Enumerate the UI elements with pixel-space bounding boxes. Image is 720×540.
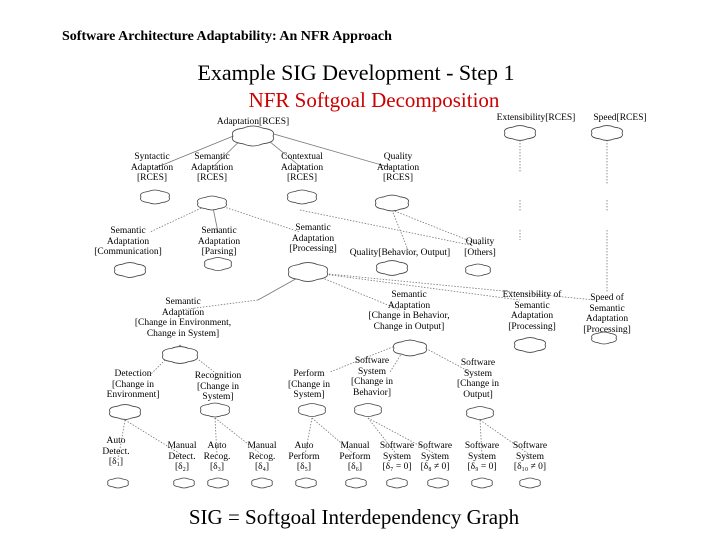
sig-node-auto-recog: Auto Recog. [δ₃] xyxy=(203,441,231,472)
sig-node-speed-sem: Speed of Semantic Adaptation [Processing] xyxy=(583,293,631,335)
softgoal-cloud-icon xyxy=(515,338,546,353)
sig-node-detection: Detection [Change in Environment] xyxy=(106,369,160,400)
slide-subtitle: NFR Softgoal Decomposition xyxy=(248,88,500,112)
softgoal-cloud-icon xyxy=(205,258,232,271)
softgoal-cloud-icon xyxy=(110,405,141,420)
softgoal-cloud-icon xyxy=(377,261,408,276)
softgoal-cloud-icon xyxy=(387,478,408,488)
sig-node-quality-behavior: Quality[Behavior, Output] xyxy=(349,248,451,258)
sig-node-sem-env: Semantic Adaptation [Change in Environment, Change in System] xyxy=(134,297,232,339)
softgoal-cloud-icon xyxy=(162,347,197,364)
softgoal-cloud-icon xyxy=(466,264,491,276)
softgoal-cloud-icon xyxy=(115,263,146,278)
sig-node-sem-behavior: Semantic Adaptation [Change in Behavior, Change in Output] xyxy=(368,290,450,332)
softgoal-cloud-icon xyxy=(201,403,230,417)
softgoal-cloud-icon xyxy=(296,478,317,488)
softgoal-cloud-icon xyxy=(141,190,170,204)
softgoal-cloud-icon xyxy=(428,478,449,488)
softgoal-cloud-icon xyxy=(375,195,408,211)
sig-node-sw-sys-1: Software System [δ₇ = 0] xyxy=(379,441,415,472)
softgoal-cloud-icon xyxy=(252,478,273,488)
softgoal-cloud-icon xyxy=(198,196,227,210)
sig-node-sem-processing: Semantic Adaptation [Processing] xyxy=(289,223,337,254)
softgoal-cloud-icon xyxy=(472,478,493,488)
softgoal-cloud-icon xyxy=(592,126,623,141)
sig-node-sw-sys-3: Software System [δ₉ = 0] xyxy=(464,441,500,472)
sig-node-quality: Quality Adaptation [RCES] xyxy=(376,152,420,183)
sig-node-manual-recog: Manual Recog. [δ₄] xyxy=(247,441,277,472)
slide-footer: SIG = Softgoal Interdependency Graph xyxy=(188,505,520,529)
sig-node-speed: Speed[RCES] xyxy=(593,113,647,123)
softgoal-cloud-icon xyxy=(288,263,327,282)
softgoal-cloud-icon xyxy=(505,126,536,141)
sig-node-sw-sys-4: Software System [δ₁₀ ≠ 0] xyxy=(512,441,548,472)
sig-node-perform: Perform [Change in System] xyxy=(288,369,330,400)
sig-node-quality-others: Quality [Others] xyxy=(464,237,496,258)
softgoal-cloud-icon xyxy=(355,404,382,417)
sig-node-semantic: Semantic Adaptation [RCES] xyxy=(190,152,234,183)
sig-node-sw-behavior: Software System [Change in Behavior] xyxy=(351,356,393,398)
sig-node-extensibility: Extensibility[RCES] xyxy=(496,113,576,123)
softgoal-cloud-icon xyxy=(108,478,129,488)
sig-node-sw-output: Software System [Change in Output] xyxy=(457,358,499,400)
sig-node-manual-perform: Manual Perform [δ₆] xyxy=(339,441,371,472)
sig-node-recognition: Recognition [Change in System] xyxy=(194,371,242,402)
slide-title: Example SIG Development - Step 1 xyxy=(197,60,515,85)
sig-node-sem-comm: Semantic Adaptation [Communication] xyxy=(94,226,162,257)
sig-node-adaptation: Adaptation[RCES] xyxy=(216,117,290,127)
softgoal-cloud-icon xyxy=(174,478,195,488)
sig-node-contextual: Contextual Adaptation [RCES] xyxy=(280,152,324,183)
sig-node-syntactic: Syntactic Adaptation [RCES] xyxy=(130,152,174,183)
softgoal-cloud-icon xyxy=(208,478,229,488)
softgoal-cloud-icon xyxy=(467,407,494,420)
sig-node-ext-sem: Extensibility of Semantic Adaptation [Processing] xyxy=(502,290,562,332)
sig-node-auto-detect: Auto Detect. [δ₁] xyxy=(102,436,130,467)
softgoal-cloud-icon xyxy=(520,478,541,488)
sig-node-auto-perform: Auto Perform [δ₅] xyxy=(288,441,320,472)
slide-header: Software Architecture Adaptability: An NFR Approach xyxy=(62,29,392,44)
softgoal-cloud-icon xyxy=(346,478,367,488)
sig-node-sw-sys-2: Software System [δ₈ ≠ 0] xyxy=(417,441,453,472)
sig-node-sem-parsing: Semantic Adaptation [Parsing] xyxy=(197,226,241,257)
softgoal-cloud-icon xyxy=(288,190,317,204)
sig-node-manual-detect: Manual Detect. [δ₂] xyxy=(167,441,197,472)
softgoal-cloud-icon xyxy=(393,340,426,356)
softgoal-cloud-icon xyxy=(232,126,273,146)
softgoal-cloud-icon xyxy=(299,404,326,417)
